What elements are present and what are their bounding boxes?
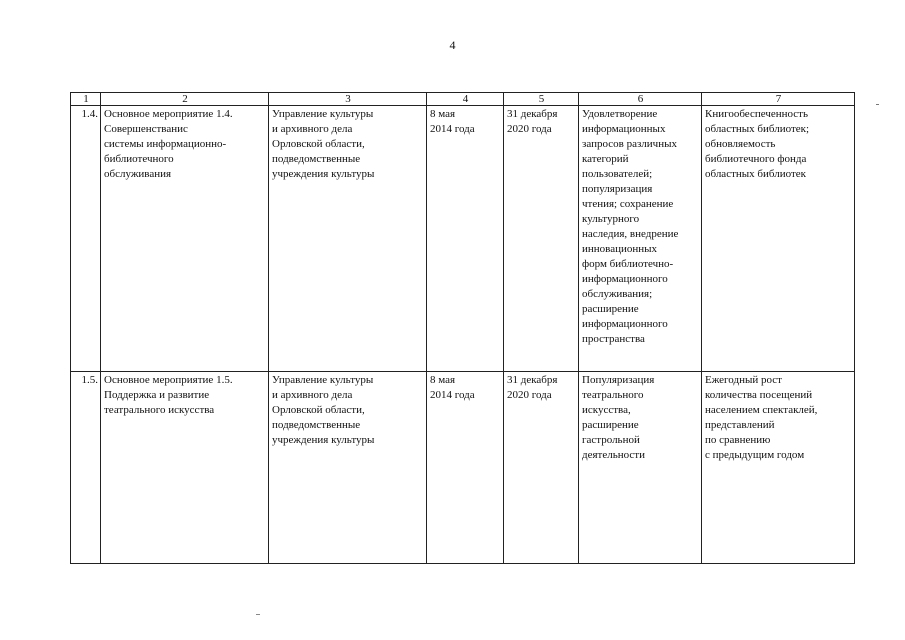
table-row: [71, 106, 855, 372]
activity-cell: Основное мероприятие 1.4. Совершенстванис системы информационно- библиотечного обслуживания: [101, 106, 269, 372]
end-date-cell: 31 декабря 2020 года: [504, 372, 579, 564]
page-number: 4: [449, 38, 456, 52]
column-header: 7: [702, 93, 855, 106]
table-row: [71, 372, 855, 564]
row-number-cell: 1.4.: [71, 106, 101, 372]
column-header: 4: [427, 93, 504, 106]
column-header: 2: [101, 93, 269, 106]
row-number-cell: 1.5.: [71, 372, 101, 564]
scan-speck: [876, 104, 879, 105]
executor-cell: Управление культуры и архивного дела Орловской области, подведомственные учреждения культуры: [269, 106, 427, 372]
start-date-cell: 8 мая 2014 года: [427, 106, 504, 372]
indicator-cell: Ежегодный рост количества посещений населением спектаклей, представлений по сравнению с предыдущим годом: [702, 372, 855, 564]
column-header: 1: [71, 93, 101, 106]
header-row: [71, 93, 855, 106]
expected-result-cell: Популяризация театрального искусства, расширение гастрольной деятельности: [579, 372, 702, 564]
column-header: 3: [269, 93, 427, 106]
column-header: 5: [504, 93, 579, 106]
column-header: 6: [579, 93, 702, 106]
program-activities-table: [70, 92, 855, 564]
activity-cell: Основное мероприятие 1.5. Поддержка и развитие театрального искусства: [101, 372, 269, 564]
start-date-cell: 8 мая 2014 года: [427, 372, 504, 564]
scan-speck: [256, 614, 260, 615]
end-date-cell: 31 декабря 2020 года: [504, 106, 579, 372]
executor-cell: Управление культуры и архивного дела Орловской области, подведомственные учреждения культуры: [269, 372, 427, 564]
expected-result-cell: Удовлетворение информационных запросов различных категорий пользователей; популяризация чтения; сохранение культурного наследия, внедрение инновационных форм библиотечно- информационного обслуживания; расширение информационного пространства: [579, 106, 702, 372]
indicator-cell: Книгообеспеченность областных библиотек; обновляемость библиотечного фонда областных библиотек: [702, 106, 855, 372]
